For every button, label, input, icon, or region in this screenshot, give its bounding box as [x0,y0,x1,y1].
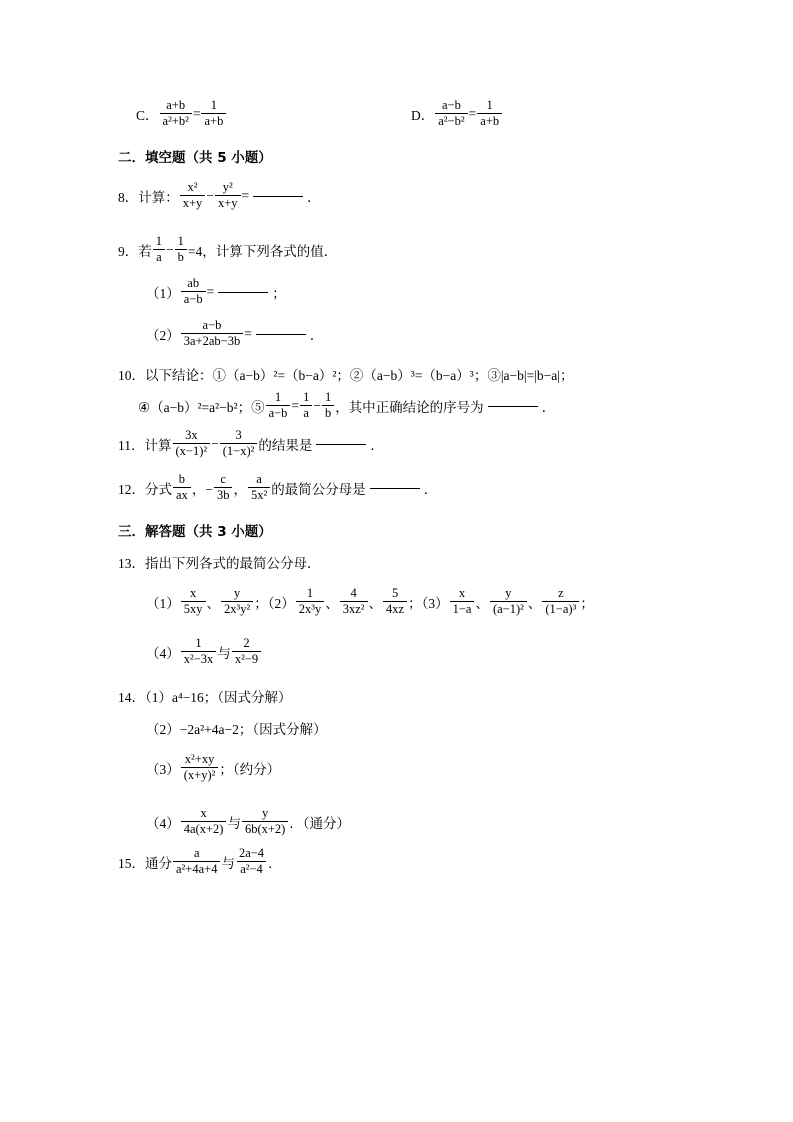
answer-blank[interactable] [316,443,366,445]
fraction: $\frac{c}{3b}$ [214,472,233,503]
fraction: $\frac{ab}{a-b}$ [181,276,206,307]
answer-blank[interactable] [370,487,420,489]
question-8: 8．计算： $\frac{\text{x²}}{x+y}$ − $\frac{\text{y²}}{x+y}$ = ． [118,180,321,210]
question-9-part-1: （1） $\frac{ab}{a-b}$ = ； [146,276,286,306]
fraction: $\frac{1}{b}$ [322,390,334,421]
fraction: $\frac{1}{a+b}$ [201,98,226,129]
fraction: $\frac{1}{a-b}$ [266,390,291,421]
section-heading: 三．解答题（共 3 小题） [118,524,272,540]
fraction: $\frac{x}{4a(x+2)}$ [181,806,227,837]
fraction: $\frac{1}{a}$ [153,234,165,265]
section-heading: 二．填空题（共 5 小题） [118,150,272,166]
fraction: $\frac{1}{\text{x²−3x}}$ [181,636,217,667]
question-14-part-2: （2）−2a²+4a−2；（因式分解） [146,722,327,737]
fraction: $\frac{1}{b}$ [175,234,187,265]
question-14-part-4: （4） $\frac{x}{4a(x+2)}$ 与 $\frac{y}{6b(x+2)}$ ．（通分） [146,806,351,836]
fraction: $\frac{5}{4xz}$ [383,586,407,617]
fraction: $\frac{2}{\text{x²−9}}$ [232,636,261,667]
fraction: $\frac{y}{6b(x+2)}$ [242,806,288,837]
question-14-part-1: 14．（1）a⁴−16；（因式分解） [118,690,292,705]
answer-blank[interactable] [253,195,303,197]
fraction: $\frac{2a-4}{\text{a²−4}}$ [238,846,265,876]
fraction: $\frac{3x}{\text{(x−1)²}}$ [173,428,211,459]
question-12: 12．分式 $\frac{b}{ax}$ ，− $\frac{c}{3b}$ ， $\frac{a}{\text{5x²}}$ 的最简公分母是 ． [118,472,438,502]
fraction: $\frac{a+b}{\text{a²+b²}}$ [160,98,192,129]
fraction: $\frac{\text{y²}}{x+y}$ [215,180,241,211]
fraction: $\frac{a}{\text{a²+4a+4}}$ [173,846,220,877]
question-10-line-1: 10．以下结论：①（a−b）²=（b−a）²；②（a−b）³=（b−a）³；③|a−b|=|b−a|； [118,368,574,383]
fraction: $\frac{a-b}{3a+2ab-3b}$ [181,318,243,349]
fraction: $\frac{y}{\text{2x³y²}}$ [221,586,253,617]
question-13: 13．指出下列各式的最简公分母． [118,556,321,571]
fraction: $\frac{1}{a+b}$ [477,98,502,129]
option-d: D． $\frac{a-b}{\text{a²−b²}}$ = $\frac{1}{a+b}$ [411,98,503,129]
question-13-parts: （1） $\frac{x}{5xy}$ 、 $\frac{y}{\text{2x³y²}}$ ；（2） $\frac{1}{\text{2x³y}}$ 、 $\frac{4}{\text{3xz²}}$ 、 $\frac{5}{4xz}$ ；（3） $\frac{x}{1-a}$ 、 $\frac{y}{\text{(a−1)²}}$ 、 $\frac{z}{\text{(1−a)³}}$ ； [146,586,594,616]
fraction: $\frac{a}{\text{5x²}}$ [248,472,270,503]
question-14-part-3: （3） $\frac{\text{x²+xy}}{\text{(x+y)²}}$ ；（约分） [146,752,281,782]
fraction: $\frac{4}{\text{3xz²}}$ [340,586,368,617]
fraction: $\frac{3}{\text{(1−x)²}}$ [220,428,258,459]
question-13-part-4: （4） $\frac{1}{\text{x²−3x}}$ 与 $\frac{2}{\text{x²−9}}$ [146,636,262,667]
fraction: $\frac{b}{ax}$ [173,472,191,503]
fraction: $\frac{\text{x²}}{x+y}$ [180,180,206,211]
fraction: $\frac{y}{\text{(a−1)²}}$ [490,586,527,617]
fraction: $\frac{\text{x²+xy}}{\text{(x+y)²}}$ [181,752,219,783]
fraction: $\frac{x}{5xy}$ [181,586,206,617]
question-9-part-2: （2） $\frac{a-b}{3a+2ab-3b}$ = ． [146,318,324,348]
fraction: $\frac{1}{\text{2x³y}}$ [296,586,325,617]
question-11: 11．计算 $\frac{3x}{\text{(x−1)²}}$ − $\frac{3}{\text{(1−x)²}}$ 的结果是 ． [118,428,384,458]
question-9: 9．若 $\frac{1}{a}$ − $\frac{1}{b}$ =4，计算下列各式的值． [118,234,338,264]
option-label: D． [411,107,435,123]
fraction: $\frac{1}{a}$ [300,390,312,421]
answer-blank[interactable] [218,291,268,293]
question-10-line-2: ④（a−b）²=a²−b²；⑤ $\frac{1}{a-b}$ = $\frac{1}{a}$ − $\frac{1}{b}$ ，其中正确结论的序号为 ． [138,390,556,420]
fraction: $\frac{a-b}{\text{a²−b²}}$ [435,98,467,129]
fraction: $\frac{z}{\text{(1−a)³}}$ [542,586,579,617]
option-label: C． [136,107,159,123]
fraction: $\frac{x}{1-a}$ [450,586,475,617]
answer-blank[interactable] [488,405,538,407]
answer-blank[interactable] [256,333,306,335]
question-15: 15．通分 $\frac{a}{\text{a²+4a+4}}$ 与 $\frac{2a-4}{\text{a²−4}}$ ． [118,846,282,876]
option-c: C． $\frac{a+b}{\text{a²+b²}}$ = $\frac{1}{a+b}$ [136,98,227,129]
